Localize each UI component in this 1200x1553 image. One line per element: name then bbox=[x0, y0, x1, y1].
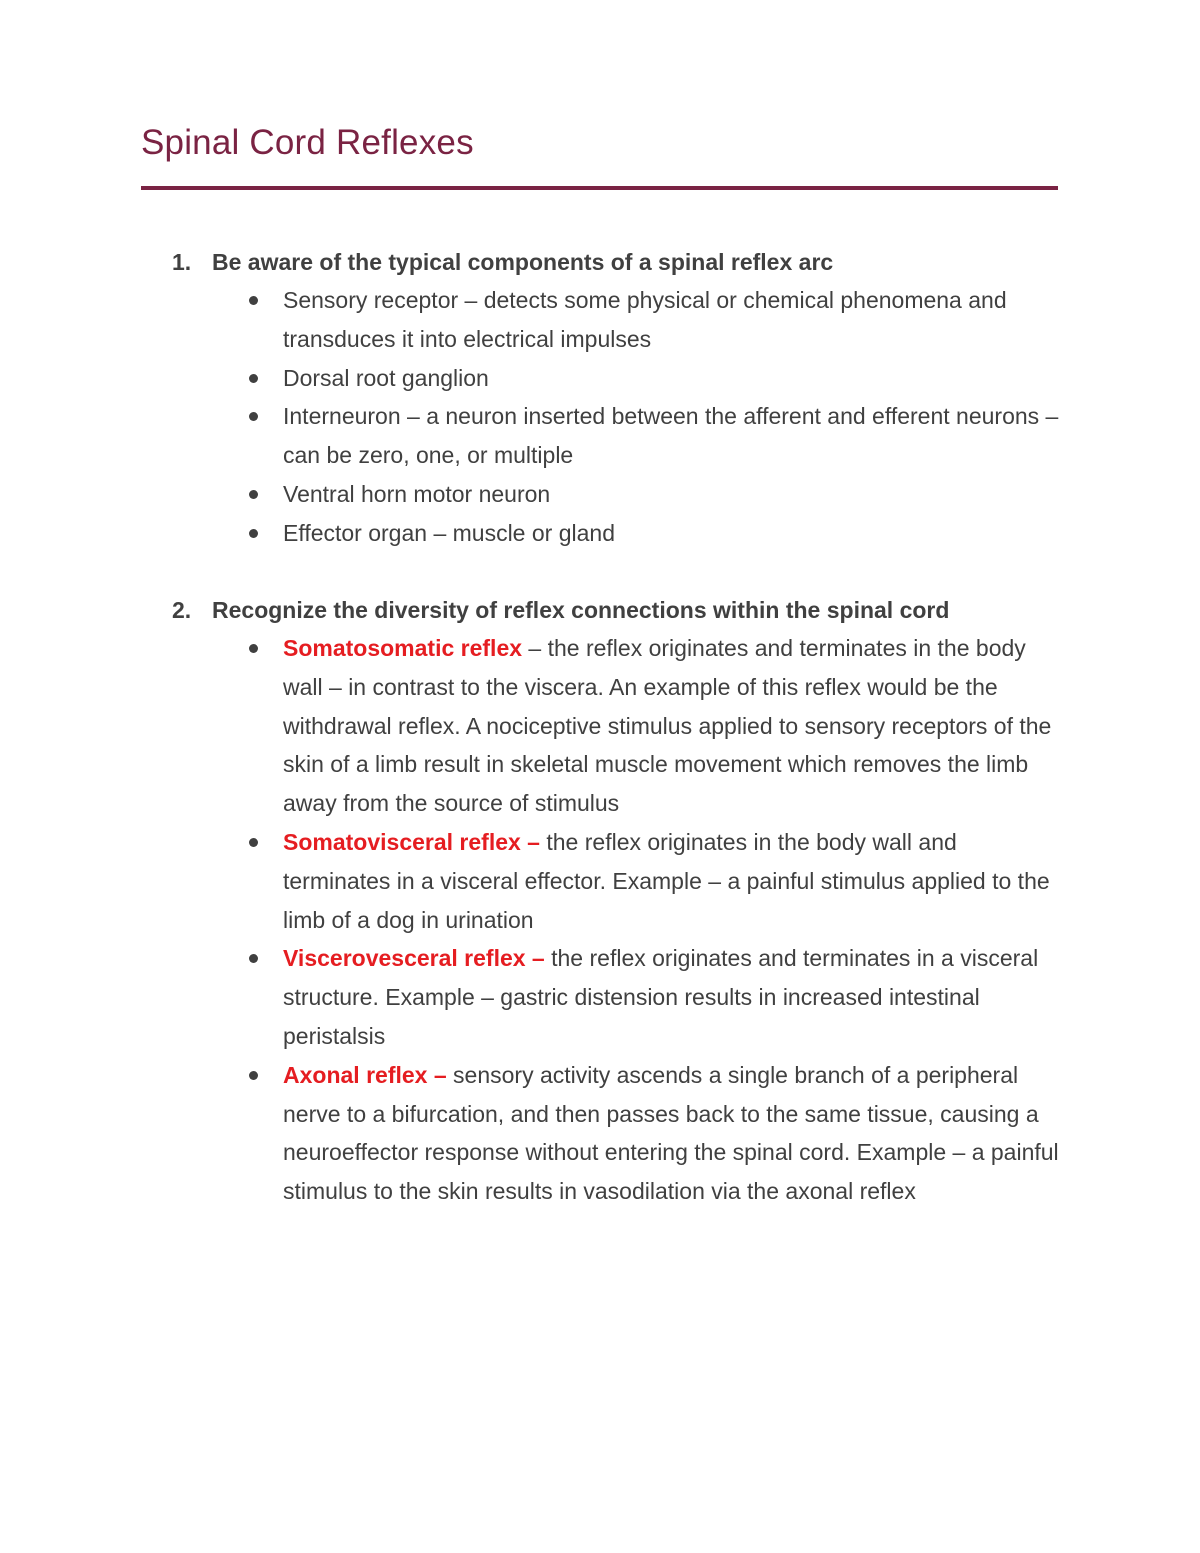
bullet-icon bbox=[249, 644, 258, 653]
list-item-text bbox=[283, 1056, 1068, 1211]
list-item-text bbox=[283, 359, 1068, 398]
list-item bbox=[172, 823, 1072, 939]
list-item bbox=[172, 281, 1072, 359]
list-item-text bbox=[283, 823, 1068, 939]
section-heading-text: Be aware of the typical components of a spinal reflex arc bbox=[212, 249, 834, 275]
list-item bbox=[172, 514, 1072, 553]
list-item bbox=[172, 939, 1072, 1055]
page-title: Spinal Cord Reflexes bbox=[141, 123, 474, 162]
term-label: Axonal reflex – bbox=[283, 1061, 447, 1088]
term-description: Sensory receptor – detects some physical or chemical phenomena and transduces it into electrical impulses bbox=[283, 287, 1007, 352]
section-heading bbox=[172, 591, 1072, 629]
term-description: Effector organ – muscle or gland bbox=[283, 519, 615, 546]
term-description: Ventral horn motor neuron bbox=[283, 480, 551, 507]
list-item bbox=[172, 397, 1072, 475]
term-description: the reflex originates and terminates in a visceral structure. Example – gastric distension results in increased intestinal peristalsis bbox=[283, 945, 1039, 1049]
section-heading bbox=[172, 243, 1072, 281]
term-description: the reflex originates in the body wall and terminates in a visceral effector. Example – a painful stimulus applied to the limb of a dog in urination bbox=[283, 828, 1050, 933]
bullet-icon bbox=[249, 838, 258, 847]
term-description: sensory activity ascends a single branch of a peripheral nerve to a bifurcation, and then passes back to the same tissue, causing a neuroeffector response without entering the spinal cord. Example – a painful stimulus to the skin results in vasodilation via the axonal reflex bbox=[283, 1061, 1059, 1205]
bullet-icon bbox=[249, 296, 258, 305]
list-item-text bbox=[283, 514, 1068, 553]
bullet-list bbox=[172, 281, 1072, 553]
bullet-icon bbox=[249, 529, 258, 538]
term-label: Somatosomatic reflex bbox=[283, 635, 523, 661]
term-label: Viscerovesceral reflex – bbox=[283, 945, 545, 972]
list-item-text bbox=[283, 629, 1068, 823]
list-item bbox=[172, 1056, 1072, 1211]
list-item bbox=[172, 475, 1072, 514]
list-item-text bbox=[283, 939, 1068, 1055]
term-label: Somatovisceral reflex – bbox=[283, 828, 540, 855]
bullet-icon bbox=[249, 954, 258, 963]
section-number: 1. bbox=[172, 249, 192, 275]
term-description: Interneuron – a neuron inserted between the afferent and efferent neurons – can be zero, one, or multiple bbox=[283, 403, 1059, 469]
list-item-text bbox=[283, 281, 1068, 359]
list-item bbox=[172, 359, 1072, 398]
list-item bbox=[172, 629, 1072, 823]
bullet-icon bbox=[249, 1071, 258, 1080]
title-divider bbox=[141, 186, 1058, 190]
list-item-text bbox=[283, 397, 1068, 475]
term-description: – the reflex originates and terminates in the body wall – in contrast to the viscera. An example of this reflex would be the withdrawal reflex. A nociceptive stimulus applied to sensory receptors of the skin of a limb result in skeletal muscle movement which removes the limb away from the source of stimulus bbox=[283, 635, 1052, 817]
bullet-icon bbox=[249, 412, 258, 421]
section-reflex-arc-components bbox=[172, 243, 1072, 553]
bullet-icon bbox=[249, 374, 258, 383]
list-item-text bbox=[283, 475, 1068, 514]
bullet-icon bbox=[249, 490, 258, 499]
term-description: Dorsal root ganglion bbox=[283, 364, 489, 391]
section-heading-text: Recognize the diversity of reflex connections within the spinal cord bbox=[212, 597, 950, 623]
bullet-list bbox=[172, 629, 1072, 1211]
section-number: 2. bbox=[172, 597, 192, 623]
section-reflex-connections bbox=[172, 591, 1072, 1211]
